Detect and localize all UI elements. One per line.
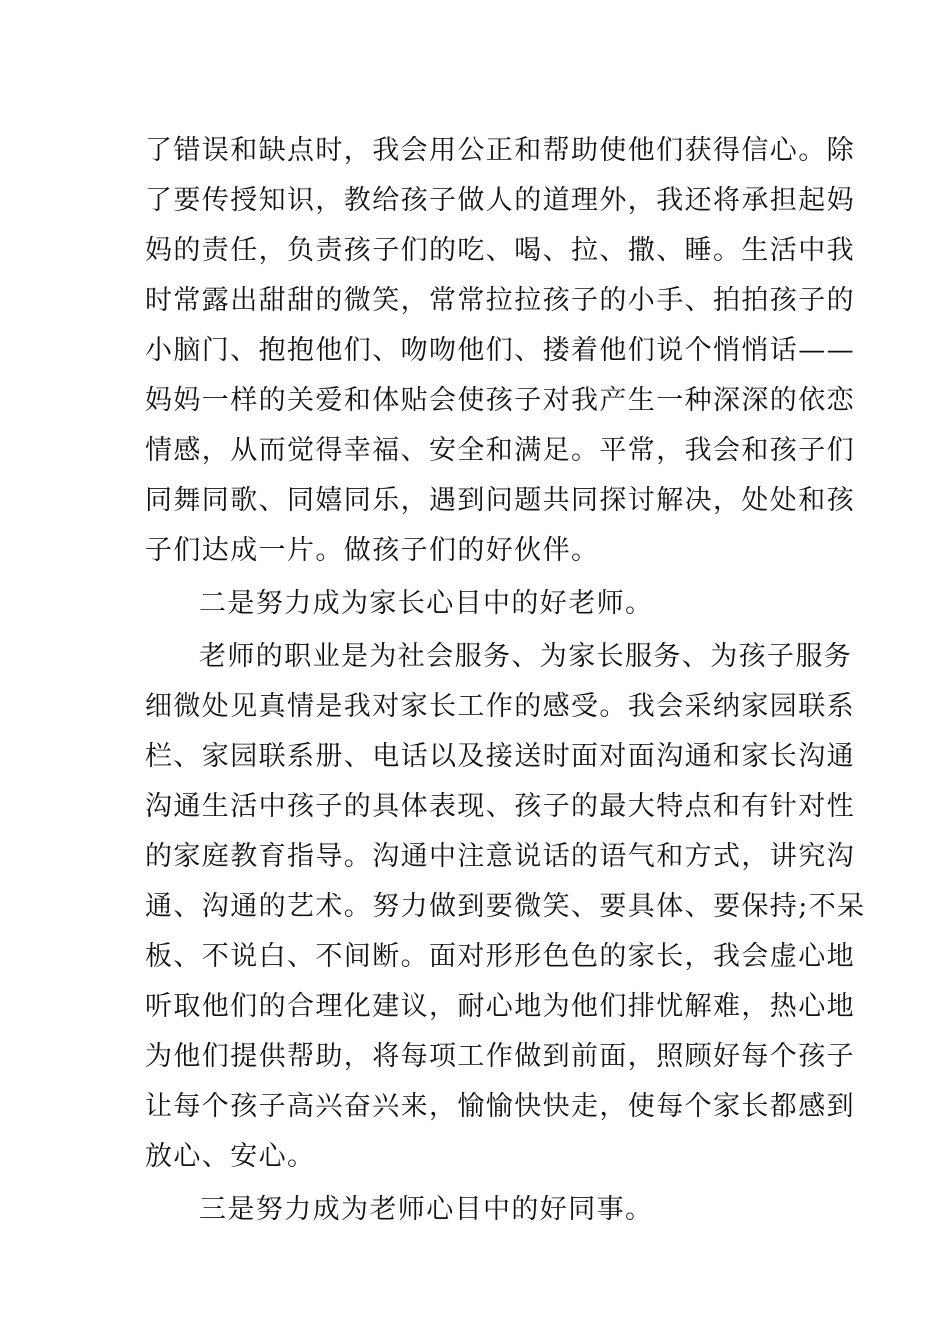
text-line: 听取他们的合理化建议，耐心地为他们排忧解难，热心地 (145, 991, 855, 1022)
text-line: 沟通生活中孩子的具体表现、孩子的最大特点和有针对性 (145, 791, 855, 822)
text-line: 子们达成一片。做孩子们的好伙伴。 (145, 535, 600, 566)
section-heading-two: 二是努力成为家长心目中的好老师。 (199, 588, 654, 619)
text-line: 为他们提供帮助，将每项工作做到前面，照顾好每个孩子 (145, 1041, 855, 1072)
text-line: 情感，从而觉得幸福、安全和满足。平常，我会和孩子们 (145, 435, 855, 466)
text-line: 小脑门、抱抱他们、吻吻他们、搂着他们说个悄悄话—— (145, 335, 855, 366)
text-line: 板、不说白、不间断。面对形形色色的家长，我会虚心地 (145, 941, 855, 972)
text-line: 妈妈一样的关爱和体贴会使孩子对我产生一种深深的依恋 (145, 385, 855, 416)
text-line: 了要传授知识，教给孩子做人的道理外，我还将承担起妈 (145, 185, 855, 216)
text-line: 了错误和缺点时，我会用公正和帮助使他们获得信心。除 (145, 135, 855, 166)
text-line: 妈的责任，负责孩子们的吃、喝、拉、撒、睡。生活中我 (145, 235, 855, 266)
text-line: 放心、安心。 (145, 1141, 316, 1172)
text-line: 让每个孩子高兴奋兴来，愉愉快快走，使每个家长都感到 (145, 1091, 855, 1122)
text-line: 时常露出甜甜的微笑，常常拉拉孩子的小手、拍拍孩子的 (145, 285, 855, 316)
text-line: 同舞同歌、同嬉同乐，遇到问题共同探讨解决，处处和孩 (145, 485, 855, 516)
document-body (145, 126, 866, 1235)
text-line: 细微处见真情是我对家长工作的感受。我会采纳家园联系 (145, 691, 855, 722)
text-line: 通、沟通的艺术。努力做到要微笑、要具体、要保持;不呆 (145, 891, 866, 922)
text-line: 栏、家园联系册、电话以及接送时面对面沟通和家长沟通 (145, 741, 855, 772)
text-line: 老师的职业是为社会服务、为家长服务、为孩子服务 (199, 641, 853, 672)
text-line: 的家庭教育指导。沟通中注意说话的语气和方式，讲究沟 (145, 841, 855, 872)
section-heading-three: 三是努力成为老师心目中的好同事。 (199, 1194, 654, 1225)
